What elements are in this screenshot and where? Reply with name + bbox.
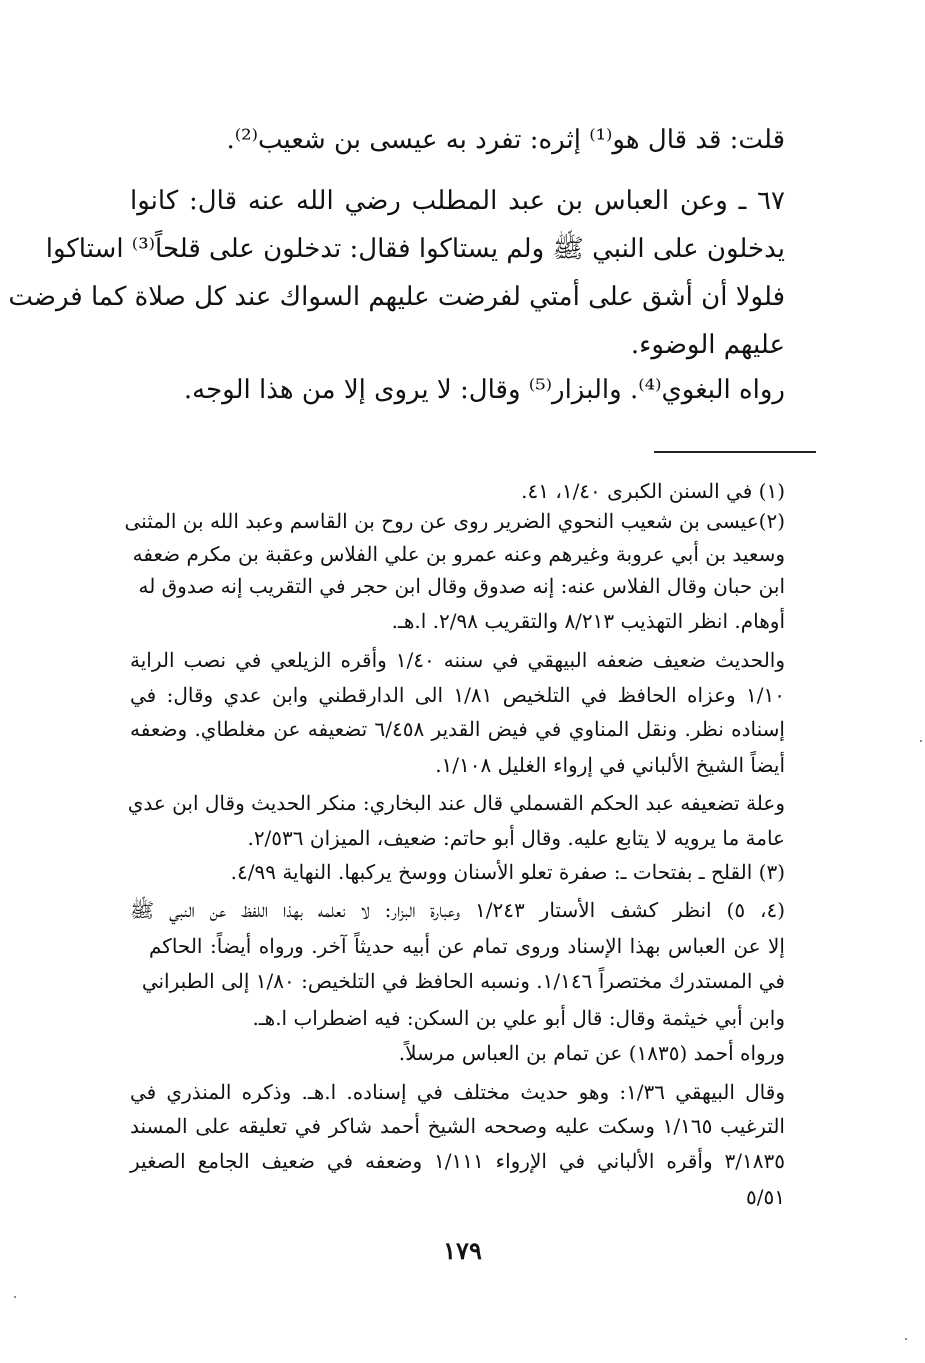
footnote-4-5-line-1: (٤، ٥) انظر كشف الأستار ١/٢٤٣ وعبارة البزار: لا نعلمه بهذا اللفظ عن النبي ﷺ	[130, 898, 786, 922]
hadith-line-3: فلولا أن أشق على أمتي لفرضت عليهم السواك عند كل صلاة كما فرضت	[8, 282, 785, 312]
footnote-4-5-line-2: إلا عن العباس بهذا الإسناد وروى تمام عن أبيه حديثاً آخر. ورواه أيضاً: الحاكم	[149, 934, 785, 958]
footnote-2-line-6: ١/١٠ وعزاه الحافظ في التلخيص ١/٨١ الى الدارقطني وابن عدي وقال: في	[130, 683, 785, 707]
footnote-2-line-1: (٢)عيسى بن شعيب النحوي الضرير روى عن روح بن القاسم وعبد الله بن المثنى	[124, 509, 785, 533]
hadith-line-1: ٦٧ ـ وعن العباس بن عبد المطلب رضي الله عنه قال: كانوا	[130, 186, 785, 216]
footnote-2-line-7: إسناده نظر. ونقل المناوي في فيض القدير ٦/٤٥٨ تضعيفه عن مغلطاي. وضعفه	[130, 717, 785, 741]
hadith-line-2: يدخلون على النبي ﷺ ولم يستاكوا فقال: تدخلون على قلحاً⁽³⁾ استاكوا	[45, 234, 785, 264]
footnote-2-line-2: وسعيد بن أبي عروبة وغيرهم وعنه عمرو بن علي الفلاس وعقبة بن مكرم ضعفه	[132, 542, 785, 566]
footnote-4-5-line-4: وابن أبي خيثمة وقال: قال أبو علي بن السكن: فيه اضطراب ا.هـ.	[252, 1006, 785, 1030]
footnote-4-5-line-3: في المستدرك مختصراً ١/١٤٦. ونسبه الحافظ في التلخيص: ١/٨٠ إلى الطبراني	[141, 969, 785, 993]
footnote-2-line-4: أوهام. انظر التهذيب ٨/٢١٣ والتقريب ٢/٩٨. ا.هـ.	[391, 609, 785, 633]
footnote-2-line-3: ابن حبان وقال الفلاس عنه: إنه صدوق وقال ابن حجر في التقريب إنه صدوق له	[138, 574, 785, 598]
footnote-2-line-8: أيضاً الشيخ الألباني في إرواء الغليل ١/١٠٨.	[435, 753, 785, 777]
footnote-4-5-line-8: ٣/١٨٣٥ وأقره الألباني في الإرواء ١/١١١ وضعفه في ضعيف الجامع الصغير	[130, 1149, 785, 1173]
footnote-separator	[654, 451, 816, 453]
footnote-1: (١) في السنن الكبرى ١/٤٠، ٤١.	[521, 479, 785, 503]
scan-speck	[14, 1296, 16, 1298]
scan-speck	[920, 740, 922, 742]
footnote-2-line-10: عامة ما يرويه لا يتابع عليه. وقال أبو حاتم: ضعيف، الميزان ٢/٥٣٦.	[247, 826, 785, 850]
page-number: ١٧٩	[443, 1236, 482, 1265]
hadith-line-4: عليهم الوضوء.	[630, 330, 785, 360]
footnote-4-5-line-9: ٥/٥١	[746, 1185, 785, 1209]
footnote-4-5-line-7: الترغيب ١/١٦٥ وسكت عليه وصححه الشيخ أحمد شاكر في تعليقه على المسند	[130, 1114, 785, 1138]
narration-line: رواه البغوي⁽⁴⁾. والبزار⁽⁵⁾ وقال: لا يروى إلا من هذا الوجه.	[183, 375, 785, 405]
main-line-comment: قلت: قد قال هو⁽¹⁾ إثره: تفرد به عيسى بن شعيب⁽²⁾.	[226, 125, 785, 155]
footnote-2-line-5: والحديث ضعيف ضعفه البيهقي في سننه ١/٤٠ وأقره الزيلعي في نصب الراية	[130, 648, 785, 672]
footnote-4-5-line-6: وقال البيهقي ١/٣٦: وهو حديث مختلف في إسناده. ا.هـ. وذكره المنذري في	[130, 1080, 785, 1104]
footnote-3: (٣) القلح ـ بفتحات ـ: صفرة تعلو الأسنان ووسخ يركبها. النهاية ٤/٩٩.	[230, 860, 785, 884]
footnote-2-line-9: وعلة تضعيفه عبد الحكم القسملي قال عند البخاري: منكر الحديث وقال ابن عدي	[127, 791, 785, 815]
footnote-4-5-line-5: ورواه أحمد (١٨٣٥) عن تمام بن العباس مرسلاً.	[398, 1041, 785, 1065]
scan-speck	[905, 1338, 907, 1340]
